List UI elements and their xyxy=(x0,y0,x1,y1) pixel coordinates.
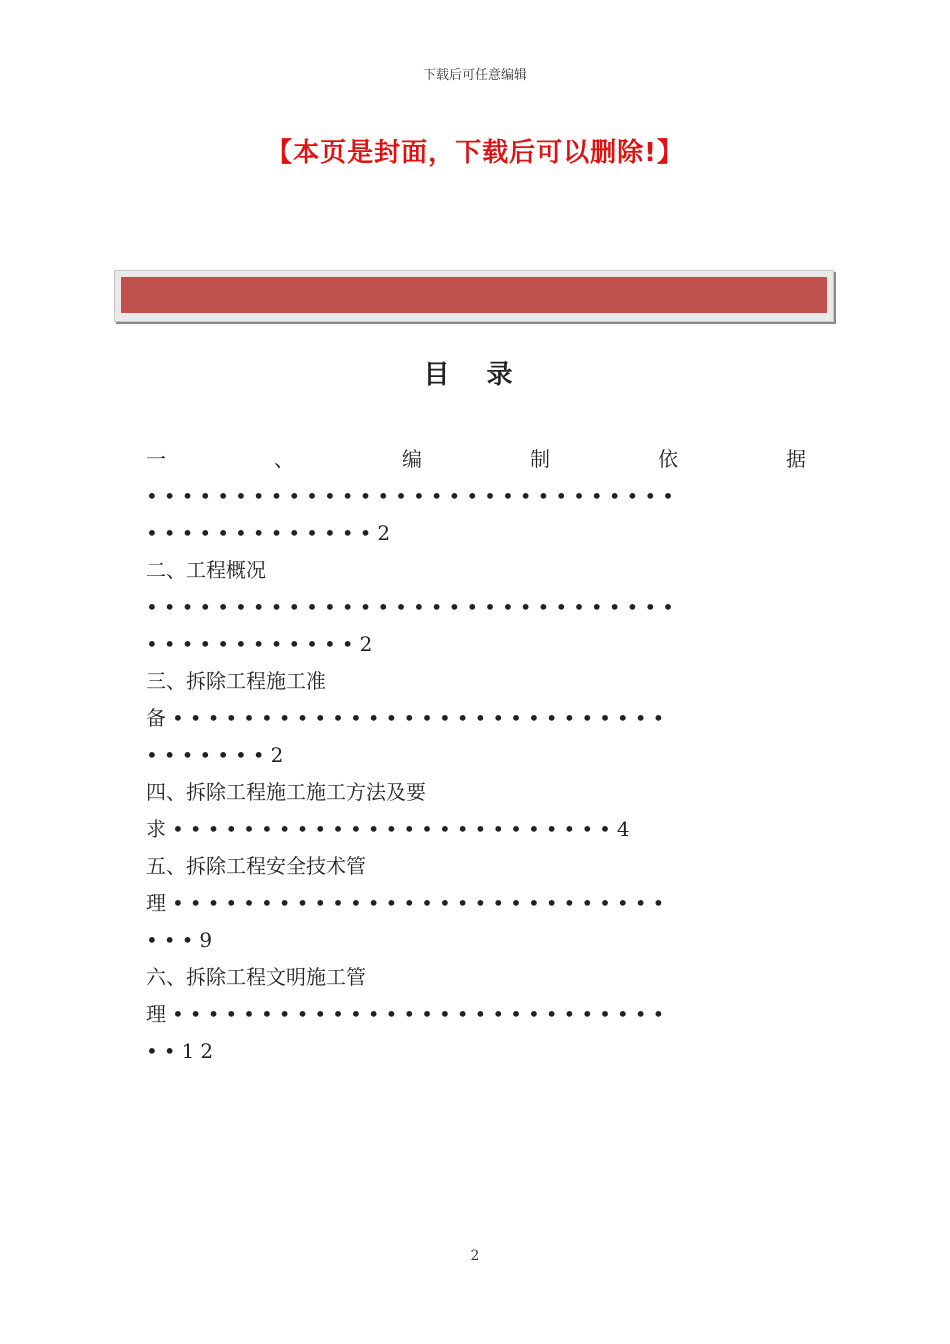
toc-entry-5-heading[interactable]: 五、拆除工程安全技术管 xyxy=(146,854,366,878)
banner-bar xyxy=(121,277,827,313)
toc-entry-1-char: 制 xyxy=(530,447,550,471)
toc-entry-1-page: •••••••••••••2 xyxy=(146,521,397,545)
decorative-banner xyxy=(114,270,834,322)
toc-entry-3-leader: 备•••••••••••••••••••••••••••• xyxy=(146,706,671,730)
toc-entry-6-heading[interactable]: 六、拆除工程文明施工管 xyxy=(146,965,366,989)
toc-entry-6-leader: 理•••••••••••••••••••••••••••• xyxy=(146,1002,671,1026)
toc-entry-1-char: 据 xyxy=(786,447,806,471)
toc-entry-1-char: 依 xyxy=(658,447,678,471)
toc-entry-4-leader: 求•••••••••••••••••••••••••4 xyxy=(146,817,636,841)
toc-title: 目 录 xyxy=(423,360,527,390)
toc-entry-2-heading[interactable]: 二、工程概况 xyxy=(146,558,266,582)
page-number: 2 xyxy=(470,1248,480,1264)
toc-entry-5-leader: 理•••••••••••••••••••••••••••• xyxy=(146,891,671,915)
toc-entry-1-leader: •••••••••••••••••••••••••••••• xyxy=(146,484,680,508)
toc-entry-3-heading[interactable]: 三、拆除工程施工准 xyxy=(146,669,326,693)
toc-entry-1-char: 、 xyxy=(274,447,294,471)
toc-entry-1-char: 编 xyxy=(402,447,422,471)
toc-entry-2-leader: •••••••••••••••••••••••••••••• xyxy=(146,595,680,619)
toc-entry-4-heading[interactable]: 四、拆除工程施工施工方法及要 xyxy=(146,780,426,804)
toc-entry-6-page: ••12 xyxy=(146,1039,220,1063)
toc-entry-1-heading[interactable] xyxy=(146,441,806,478)
cover-delete-notice: 【本页是封面，下载后可以删除!】 xyxy=(266,138,684,168)
toc-entry-1-char: 一 xyxy=(146,447,166,471)
toc-entry-2-page: ••••••••••••2 xyxy=(146,632,379,656)
toc-entry-5-page: •••9 xyxy=(146,928,219,952)
header-note: 下载后可任意编辑 xyxy=(422,68,527,83)
table-of-contents xyxy=(146,441,806,1070)
toc-entry-3-page: •••••••2 xyxy=(146,743,290,767)
